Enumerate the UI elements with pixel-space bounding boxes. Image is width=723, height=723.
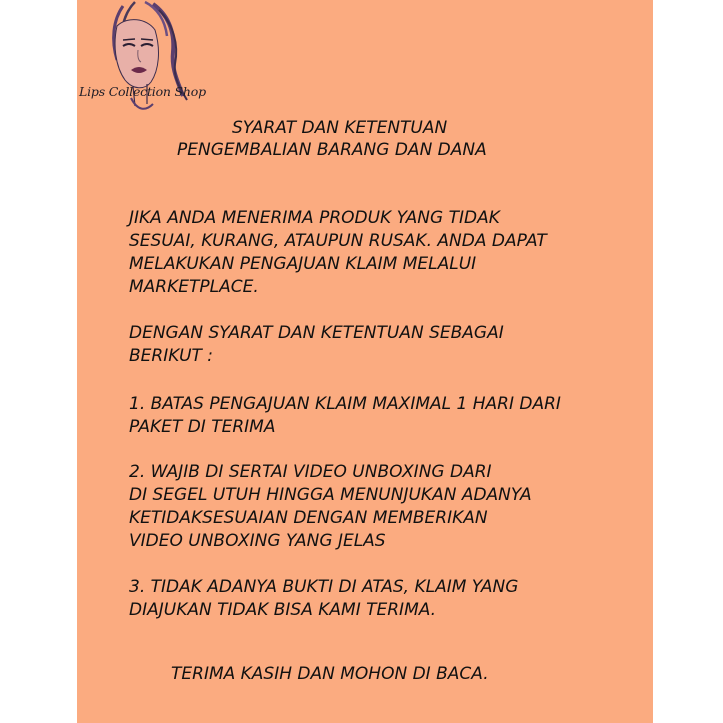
intro-paragraph [129, 207, 547, 299]
closing-text: TERIMA KASIH DAN MOHON DI BACA. [171, 664, 489, 684]
conditions-line: BERIKUT : [129, 346, 214, 366]
rule-3 [129, 576, 518, 622]
rule-1-line: 1. BATAS PENGAJUAN KLAIM MAXIMAL 1 HARI DARI [129, 394, 561, 414]
title-line-2: PENGEMBALIAN BARANG DAN DANA [177, 140, 487, 160]
conditions-intro [129, 322, 504, 368]
shop-logo [77, 0, 227, 120]
rule-2-line: 2. WAJIB DI SERTAI VIDEO UNBOXING DARI [129, 462, 492, 482]
intro-line: MELAKUKAN PENGAJUAN KLAIM MELALUI [129, 254, 477, 274]
rule-1-line: PAKET DI TERIMA [129, 417, 276, 437]
rule-2-line: VIDEO UNBOXING YANG JELAS [129, 531, 386, 551]
rule-3-line: 3. TIDAK ADANYA BUKTI DI ATAS, KLAIM YANG [129, 577, 519, 597]
rule-2-line: KETIDAKSESUAIAN DENGAN MEMBERIKAN [129, 508, 488, 528]
title-line-1: SYARAT DAN KETENTUAN [232, 118, 448, 138]
rule-3-line: DIAJUKAN TIDAK BISA KAMI TERIMA. [129, 600, 437, 620]
conditions-line: DENGAN SYARAT DAN KETENTUAN SEBAGAI [129, 323, 504, 343]
intro-line: SESUAI, KURANG, ATAUPUN RUSAK. ANDA DAPAT [129, 231, 547, 251]
rule-1 [129, 393, 561, 439]
face-illustration-icon [83, 0, 193, 118]
rule-2 [129, 461, 532, 553]
shop-logo-text: Lips Collection Shop [79, 84, 206, 99]
rule-2-line: DI SEGEL UTUH HINGGA MENUNJUKAN ADANYA [129, 485, 532, 505]
intro-line: MARKETPLACE. [129, 277, 259, 297]
intro-line: JIKA ANDA MENERIMA PRODUK YANG TIDAK [129, 208, 500, 228]
notice-card [77, 0, 653, 723]
